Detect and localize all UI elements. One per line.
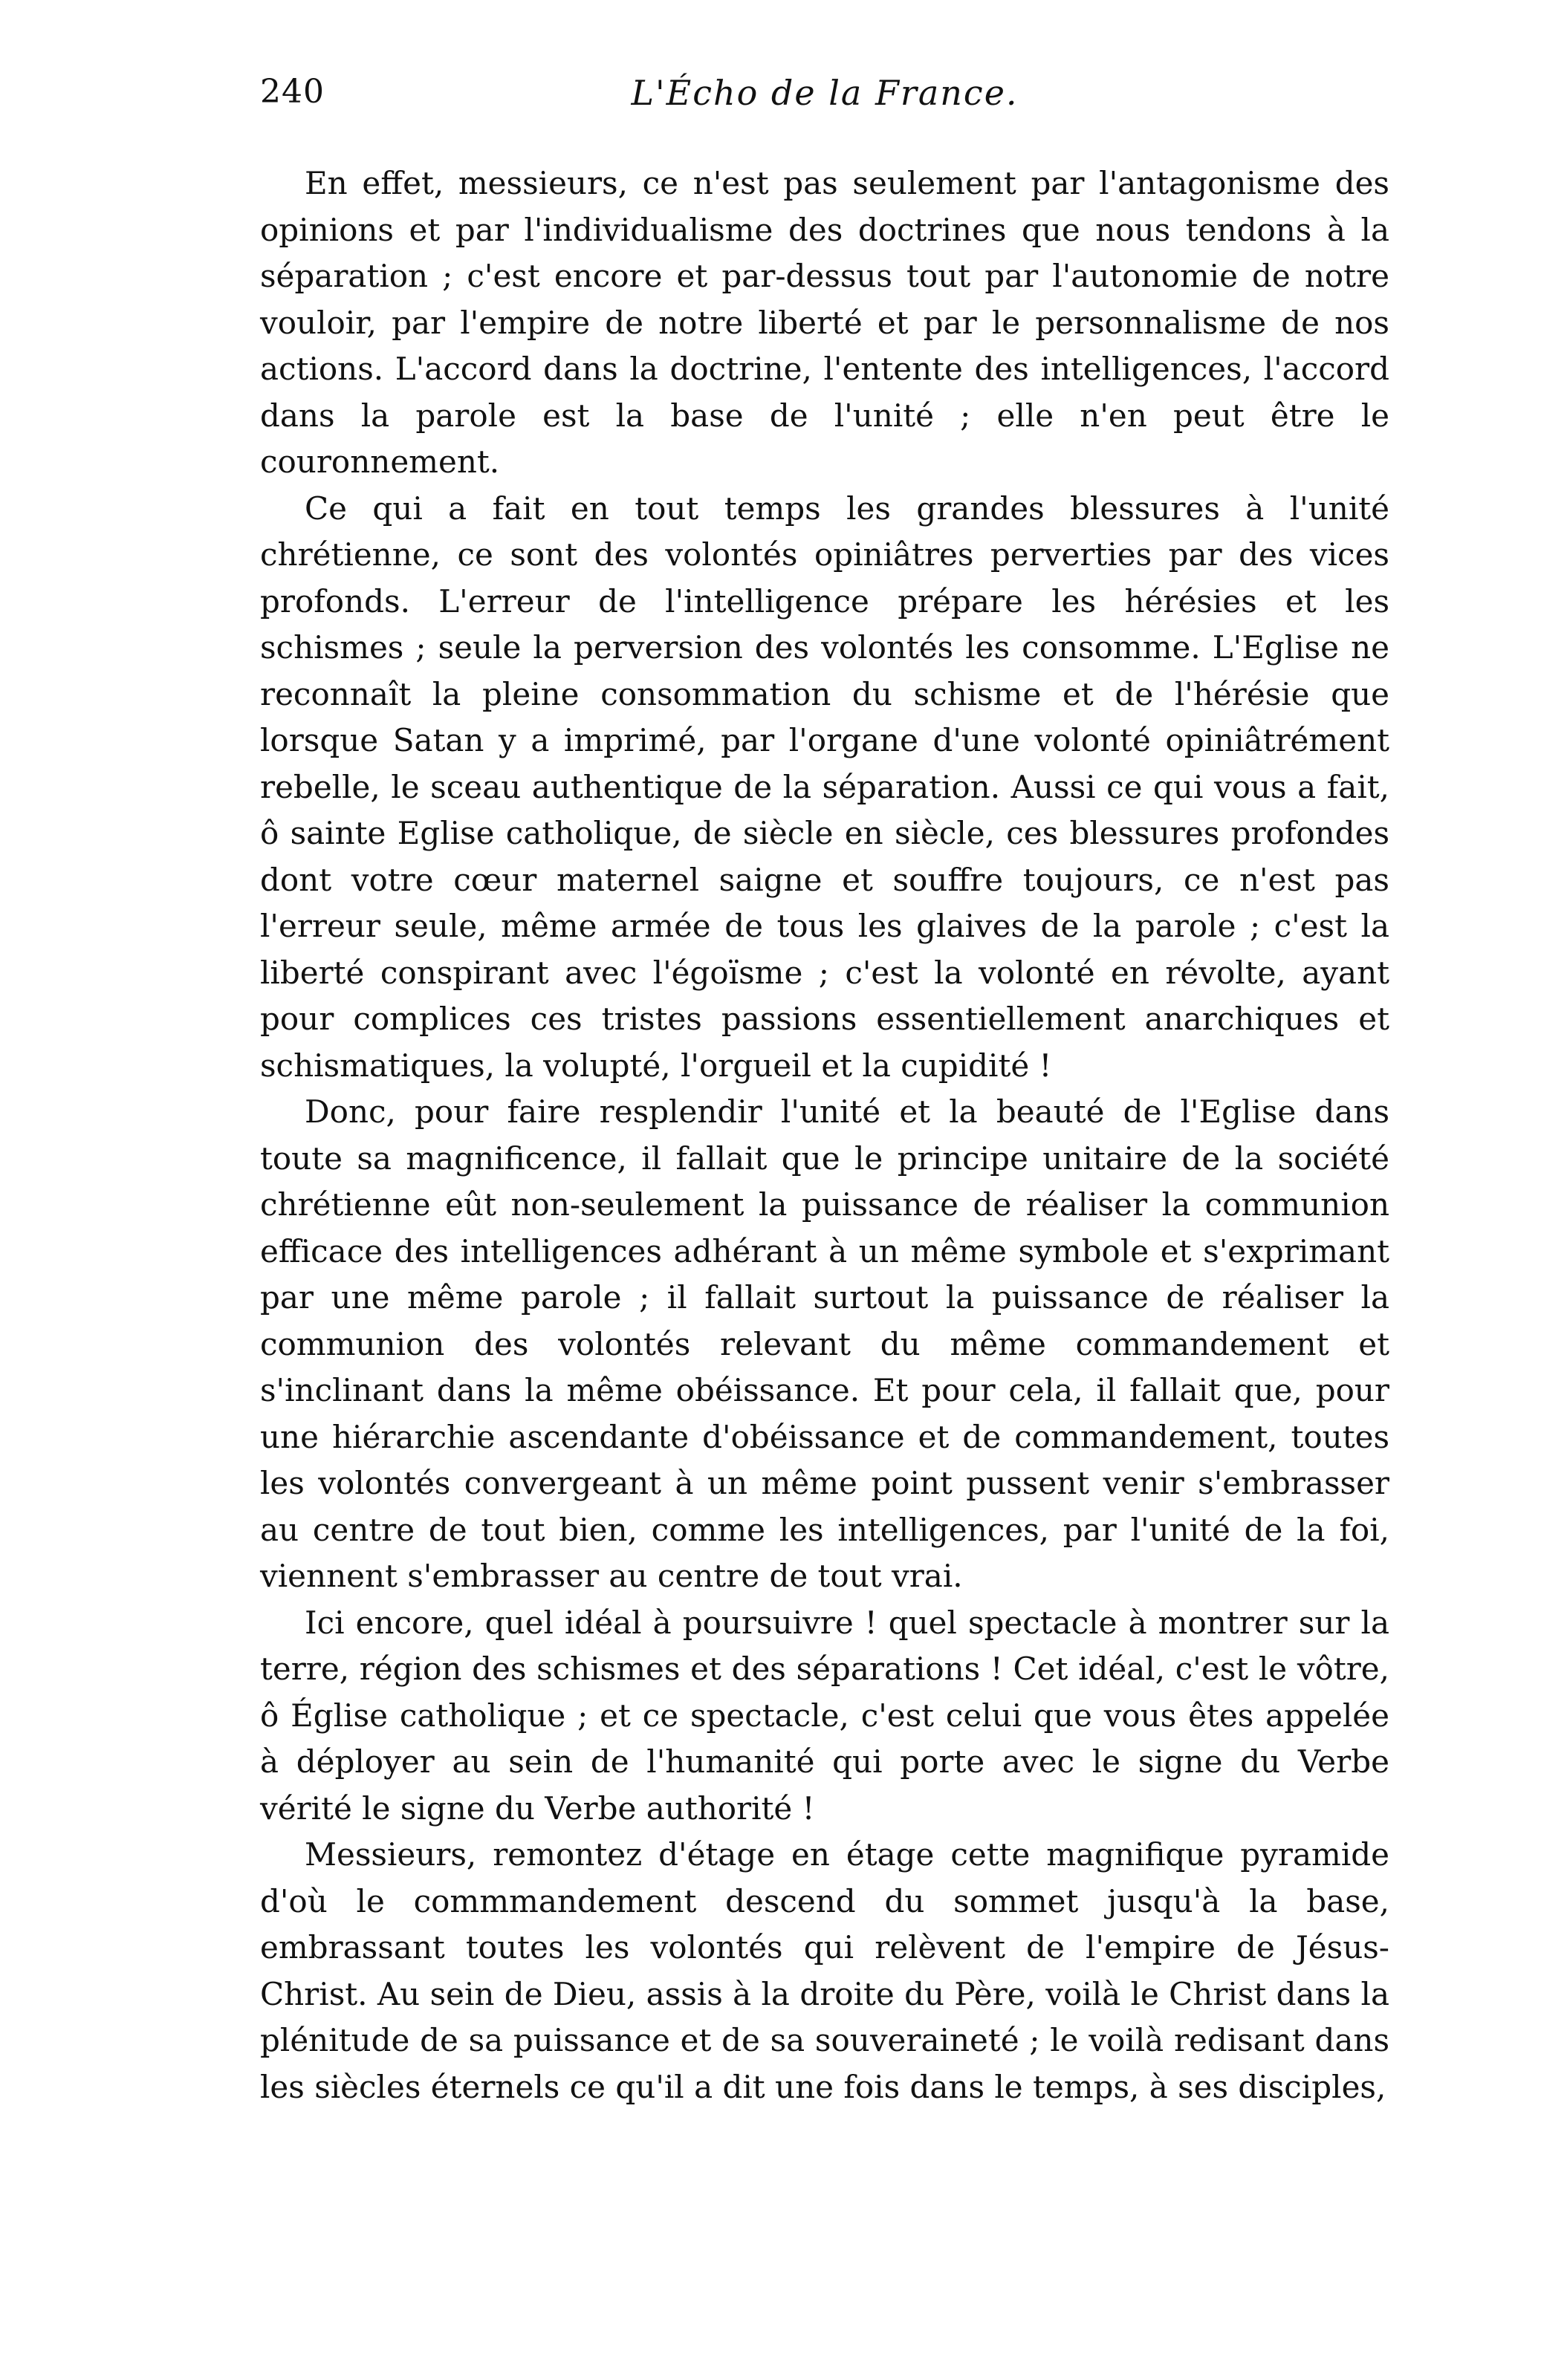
- paragraph-1: En effet, messieurs, ce n'est pas seulement par l'antagonisme des opinions et par l'individualisme des doctrines que nous tendons à la séparation ; c'est encore et par-dessus tout par l'autonomie de notre vouloir, par l'empire de notre liberté et par le personnalisme de nos actions. L'accord dans la doctrine, l'entente des intelligences, l'accord dans la parole est la base de l'unité ; elle n'en peut être le couronnement.: [260, 165, 1389, 480]
- body-text: [260, 160, 1389, 2110]
- paragraph-5: Messieurs, remontez d'étage en étage cette magnifique pyramide d'où le commmandement descend du sommet jusqu'à la base, embrassant toutes les volontés qui relèvent de l'empire de Jésus-Christ. Au sein de Dieu, assis à la droite du Père, voilà le Christ dans la plénitude de sa puissance et de sa souveraineté ; le voilà redisant dans les siècles éternels ce qu'il a dit une fois dans le temps, à ses disciples,: [260, 1836, 1389, 2105]
- page-number: 240: [260, 73, 325, 111]
- running-title: L'Écho de la France.: [631, 73, 1019, 113]
- paragraph-2: Ce qui a fait en tout temps les grandes blessures à l'unité chrétienne, ce sont des volontés opiniâtres perverties par des vices profonds. L'erreur de l'intelligence prépare les hérésies et les schismes ; seule la perversion des volontés les consomme. L'Eglise ne reconnaît la pleine consommation du schisme et de l'hérésie que lorsque Satan y a imprimé, par l'organe d'une volonté opiniâtrément rebelle, le sceau authentique de la séparation. Aussi ce qui vous a fait, ô sainte Eglise catholique, de siècle en siècle, ces blessures profondes dont votre cœur maternel saigne et souffre toujours, ce n'est pas l'erreur seule, même armée de tous les glaives de la parole ; c'est la liberté conspirant avec l'égoïsme ; c'est la volonté en révolte, ayant pour complices ces tristes passions essentiellement anarchiques et schismatiques, la volupté, l'orgueil et la cupidité !: [260, 490, 1389, 1084]
- paragraph-3: Donc, pour faire resplendir l'unité et la beauté de l'Eglise dans toute sa magnificence, il fallait que le principe unitaire de la société chrétienne eût non-seulement la puissance de réaliser la communion efficace des intelligences adhérant à un même symbole et s'exprimant par une même parole ; il fallait surtout la puissance de réaliser la communion des volontés relevant du même commandement et s'inclinant dans la même obéissance. Et pour cela, il fallait que, pour une hiérarchie ascendante d'obéissance et de commandement, toutes les volontés convergeant à un même point pussent venir s'embrasser au centre de tout bien, comme les intelligences, par l'unité de la foi, viennent s'embrasser au centre de tout vrai.: [260, 1093, 1389, 1594]
- running-head: [260, 73, 1389, 125]
- paragraph-4: Ici encore, quel idéal à poursuivre ! quel spectacle à montrer sur la terre, région des schismes et des séparations ! Cet idéal, c'est le vôtre, ô Église catholique ; et ce spectacle, c'est celui que vous êtes appelée à déployer au sein de l'humanité qui porte avec le signe du Verbe vérité le signe du Verbe authorité !: [260, 1604, 1389, 1827]
